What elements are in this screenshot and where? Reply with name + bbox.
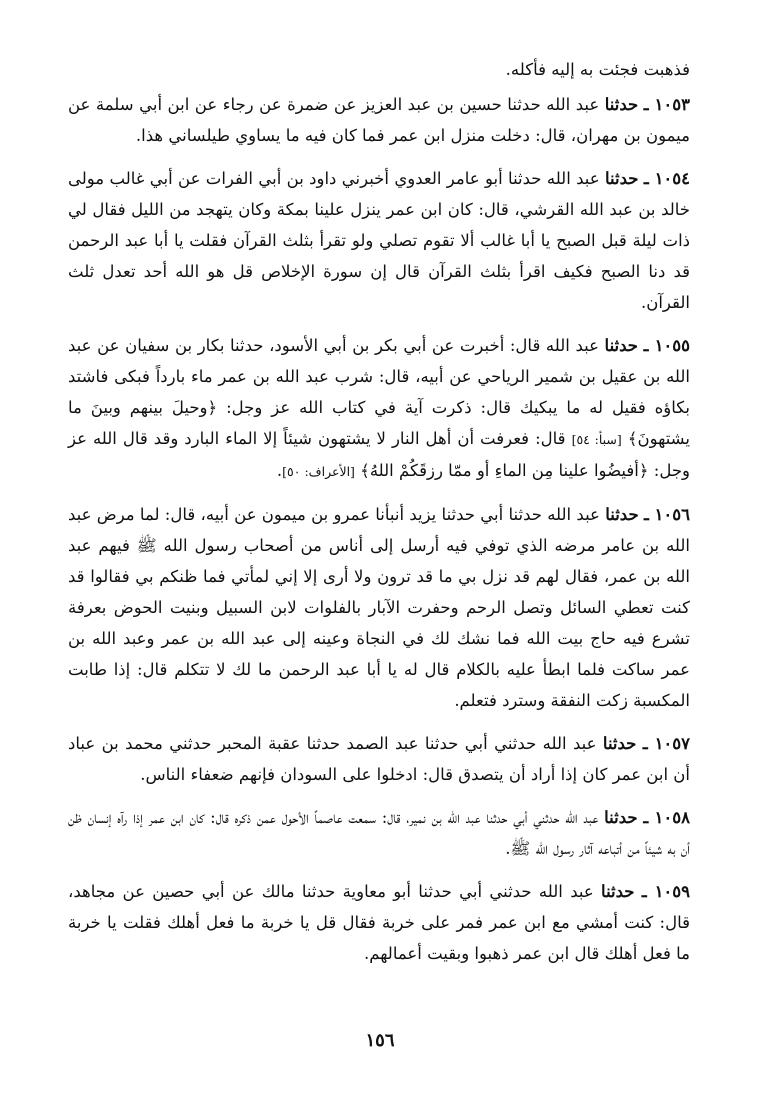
hadith-text: عبد الله حدثني أبي حدثنا أبو معاوية حدثنا مالك عن أبي حصين عن مجاهد، قال: كنت أمشي مع ابن عمر فمر على خربة فقال قل يا خربة ما فعل أهلك فقلت يا خربة ما فعل أهلك قال ابن عمر ذهبوا وبقيت أعمالهم. bbox=[68, 882, 690, 963]
hadith-1053 bbox=[68, 89, 690, 151]
hadith-keyword: حدثنا bbox=[604, 336, 639, 355]
hadith-text: قال: فعرفت أن أهل النار لا يشتهون شيئاً إلا الماء البارد وقد قال الله عز وجل: bbox=[68, 429, 690, 480]
quran-reference: [سبأ: ٥٤] bbox=[571, 432, 622, 447]
hadith-keyword: حدثنا bbox=[601, 882, 635, 901]
hadith-number: ١٠٥٥ ـ bbox=[643, 336, 691, 355]
hadith-text: عبد الله حدثنا أبو عامر العدوي أخبرني داود بن أبي الفرات عن أبي غالب مولى خالد بن عبد الله القرشي، قال: كان ابن عمر ينزل علينا بمكة وكان يتهجد من الليل فقال لي ذات ليلة قبل الصبح يا أبا غالب ألا تقوم تصلي ولو تقرأ بثلث القرآن فقلت يا أبا عبد الرحمن قد دنا الصبح فكيف اقرأ بثلث القرآن قال إن سورة الإخلاص قل هو الله أحد تعدل ثلث القرآن. bbox=[68, 169, 690, 312]
hadith-text: عبد الله حدثنا أبي حدثنا يزيد أنبأنا عمرو بن ميمون عن أبيه، قال: لما مرض عبد الله بن عامر مرضه الذي توفي فيه أرسل إلى أناس من أصحاب رسول الله ﷺ فيهم عبد الله بن عمر، فقال لهم قد نزل بي ما قد ترون ولا أرى إلا إني لمأتي فما ظنكم بي فقالوا قد كنت تعطي السائل وتصل الرحم وحفرت الآبار بالفلوات لابن السبيل وبنيت الحوض بعرفة تشرع فيه حاج بيت الله فما نشك لك في النجاة وعينه إلى عبد الله بن عمر وعبد الله بن عمر ساكت فلما ابطأ عليه بالكلام قال له يا أبا عبد الرحمن ما لك لا تتكلم قال: إذا طابت المكسبة زكت النفقة وسترد فتعلم. bbox=[68, 505, 690, 710]
hadith-1056 bbox=[68, 499, 690, 716]
quran-reference: [الأعراف: ٥٠] bbox=[282, 464, 355, 479]
hadith-text: عبد الله حدثني أبي حدثنا عبد الصمد حدثنا عقبة المحبر حدثني محمد بن عباد أن ابن عمر كان إذا أراد أن يتصدق قال: ادخلوا على السودان فإنهم ضعفاء الناس. bbox=[68, 734, 690, 784]
hadith-keyword: حدثنا bbox=[602, 734, 637, 753]
hadith-number: ١٠٥٣ ـ bbox=[643, 95, 690, 114]
hadith-1054 bbox=[68, 163, 690, 318]
hadith-keyword: حدثنا bbox=[605, 169, 639, 188]
hadith-1057 bbox=[68, 728, 690, 790]
hadith-text: عبد الله قال: أخبرت عن أبي بكر بن أبي الأسود، حدثنا بكار بن سفيان عن عبد الله بن عقيل بن شمير الرياحي عن أبيه، قال: شرب عبد الله بن عمر ماء بارداً فبكى فاشتد بكاؤه فقيل له ما يبكيك قال: ذكرت آية في كتاب الله عز وجل: bbox=[68, 336, 690, 417]
hadith-number: ١٠٥٩ ـ bbox=[641, 882, 691, 901]
hadith-text: عبد الله حدثني أبي حدثنا عبد الله بن نمير، قال: سمعت عاصماً الأحول عمن ذكره قال: كان ابن عمر إذا رآه إنسان ظن أن به شيئاً من أتباعه آثار رسول الله ﷺ. bbox=[68, 808, 690, 858]
hadith-number: ١٠٥٧ ـ bbox=[642, 734, 691, 753]
page-number: ١٥٦ bbox=[365, 1030, 395, 1051]
quran-quote: ﴿أفيضُوا علينا مِن الماءِ أو ممّا رزقَكُمْ اللهُ﴾ bbox=[360, 461, 649, 480]
hadith-keyword: حدثنا bbox=[604, 808, 638, 827]
intro-text: فذهبت فجئت به إليه فأكله. bbox=[505, 60, 690, 79]
hadith-1055 bbox=[68, 330, 690, 487]
hadith-1059 bbox=[68, 876, 690, 969]
hadith-1058 bbox=[68, 802, 690, 864]
hadith-keyword: حدثنا bbox=[605, 505, 639, 524]
hadith-number: ١٠٥٦ ـ bbox=[643, 505, 690, 524]
hadith-number: ١٠٥٨ ـ bbox=[643, 808, 690, 827]
hadith-end: . bbox=[276, 461, 283, 480]
hadith-keyword: حدثنا bbox=[604, 95, 639, 114]
quran-quote: ﴿وحيلَ بينهم وبينَ ما يشتهونَ﴾ bbox=[68, 398, 690, 448]
hadith-number: ١٠٥٤ ـ bbox=[643, 169, 691, 188]
hadith-text: عبد الله حدثنا حسين بن عبد العزيز عن ضمرة عن رجاء عن ابن أبي سلمة عن ميمون بن مهران، قال: دخلت منزل ابن عمر فما كان فيه ما يساوي طيلساني هذا. bbox=[68, 95, 690, 145]
intro-line bbox=[68, 54, 690, 85]
